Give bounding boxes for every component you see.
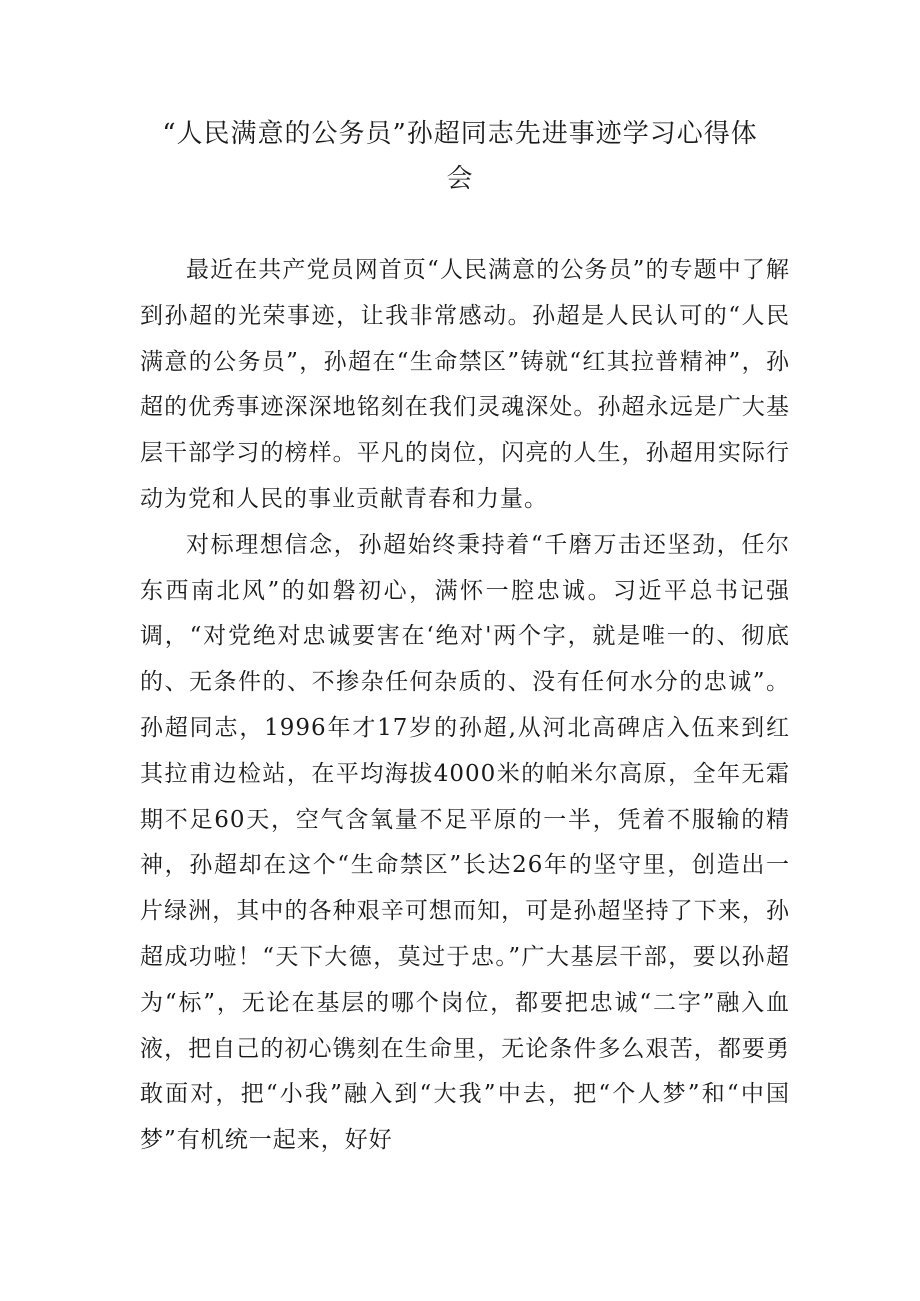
paragraph-2: 对标理想信念，孙超始终秉持着“千磨万击还坚劲，任尔东西南北风”的如磐初心，满怀一腔忠诚。习近平总书记强调，“对党绝对忠诚要害在‘绝对'两个字，就是唯一的、彻底的、无条件的、不掺杂任何杂质的、没有任何水分的忠诚”。孙超同志，1996年才17岁的孙超,从河北高碑店入伍来到红其拉甫边检站，在平均海拔4000米的帕米尔高原，全年无霜期不足60天，空气含氧量不足平原的一半，凭着不服输的精神，孙超却在这个“生命禁区”长达26年的坚守里，创造出一片绿洲，其中的各种艰辛可想而知，可是孙超坚持了下来，孙超成功啦！“天下大德，莫过于忠。”广大基层干部，要以孙超为“标”，无论在基层的哪个岗位，都要把忠诚“二字”融入血液，把自己的初心镌刻在生命里，无论条件多么艰苦，都要勇敢面对，把“小我”融入到“大我”中去，把“个人梦”和“中国梦”有机统一起来，好好	[140, 531, 790, 1154]
paragraph-1: 最近在共产党员网首页“人民满意的公务员”的专题中了解到孙超的光荣事迹，让我非常感动。孙超是人民认可的“人民满意的公务员”，孙超在“生命禁区”铸就“红其拉普精神”，孙超的优秀事迹深深地铭刻在我们灵魂深处。孙超永远是广大基层干部学习的榜样。平凡的岗位，闪亮的人生，孙超用实际行动为党和人民的事业贡献青春和力量。	[140, 257, 790, 512]
document-body	[140, 248, 790, 1164]
document-title: “人民满意的公务员”孙超同志先进事迹学习心得体会	[162, 119, 758, 194]
